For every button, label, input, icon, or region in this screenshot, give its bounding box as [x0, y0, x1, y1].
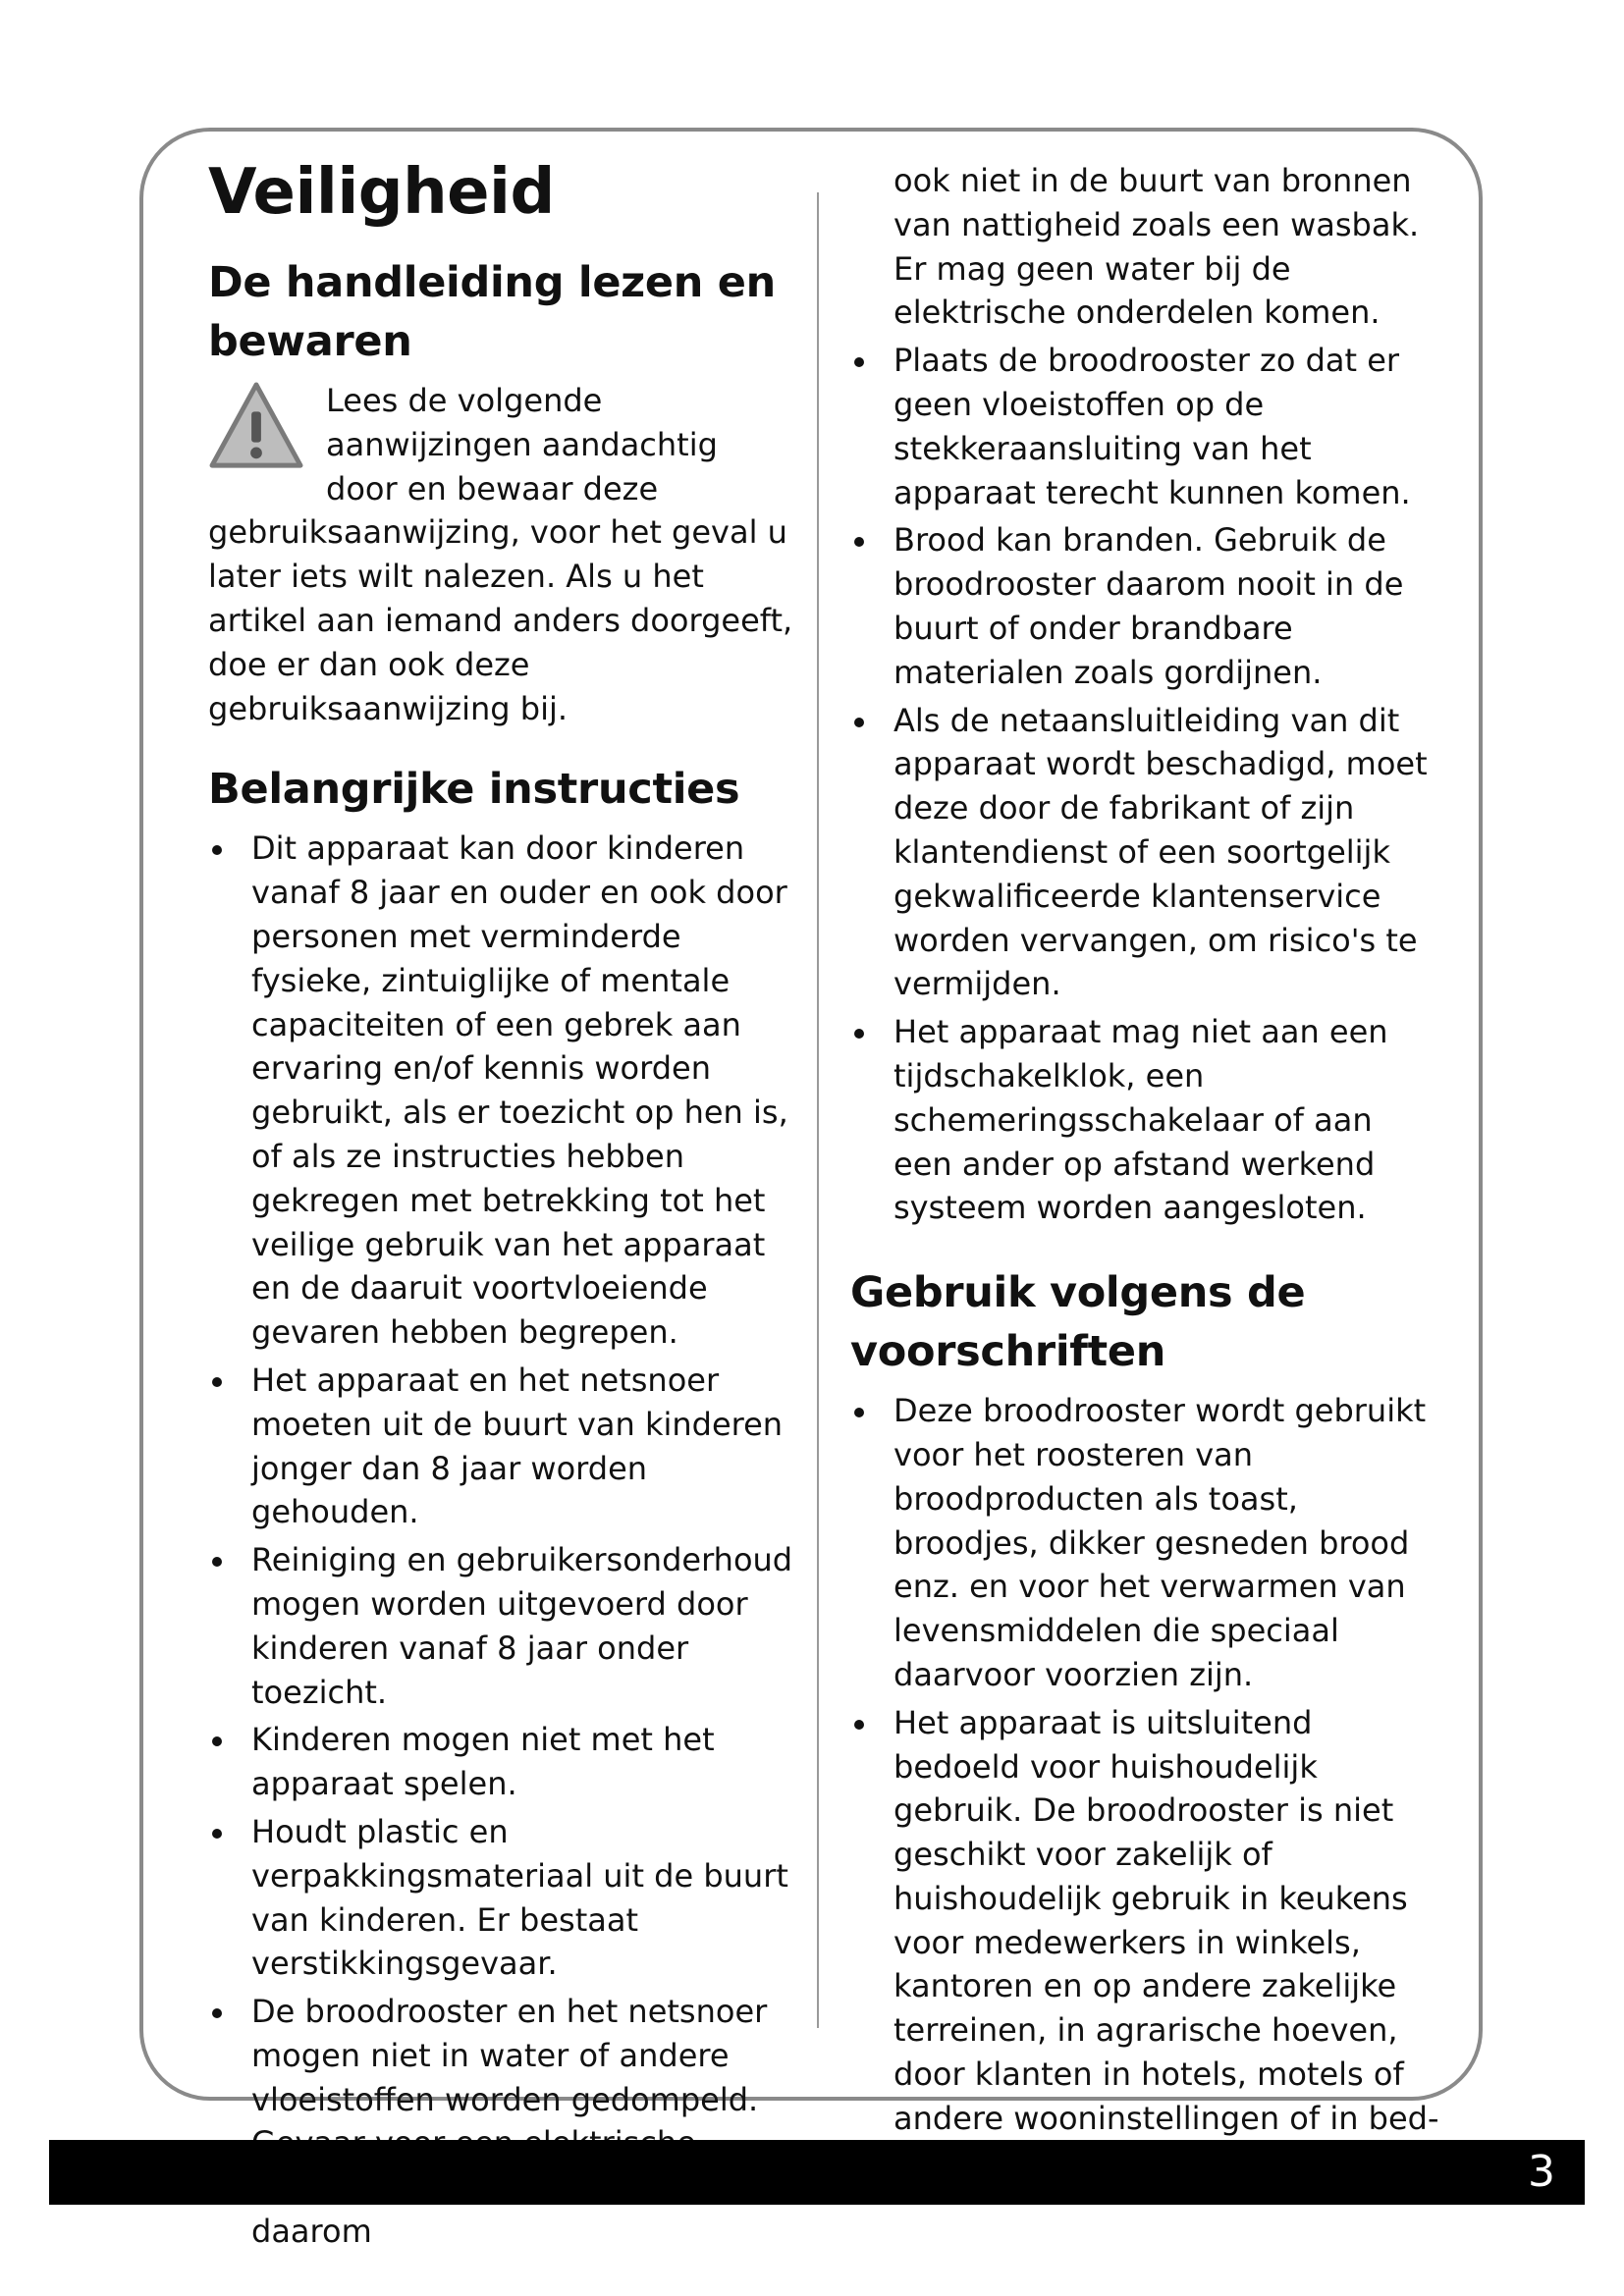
list-item: Plaats de broodrooster zo dat er geen vloeistoffen op de stekkeraansluiting van het apparaat terecht kunnen komen. — [850, 339, 1439, 514]
list-item-continuation: ook niet in de buurt van bronnen van nattigheid zoals een wasbak. Er mag geen water bij de elektrische onderdelen komen. — [893, 162, 1420, 332]
warning-triangle-icon — [208, 381, 304, 471]
footer-bar — [49, 2140, 1585, 2205]
instructions-list — [208, 827, 797, 2254]
list-item: Reiniging en gebruikersonderhoud mogen worden uitgevoerd door kinderen vanaf 8 jaar onder toezicht. — [208, 1538, 797, 1714]
list-item: De broodrooster en het netsnoer mogen niet in water of andere vloeistoffen worden gedompeld. daarom — [208, 1990, 797, 2254]
list-item: Deze broodrooster wordt gebruikt voor het roosteren van broodproducten als toast, broodjes, dikker gesneden brood enz. en voor het verwarmen van levensmiddelen die speciaal daarvoor voorzien zijn. — [850, 1389, 1439, 1697]
list-item: Houdt plastic en verpakkingsmateriaal uit de buurt van kinderen. Er bestaat verstikkingsgevaar. — [208, 1810, 797, 1986]
left-column — [208, 157, 797, 2258]
page-number: 3 — [1528, 2147, 1555, 2197]
read-instructions-text: Lees de volgende aanwijzingen aandachtig door en bewaar deze gebruiksaanwijzing, voor het geval u later iets wilt nalezen. Als u het artikel aan iemand anders doorgeeft, doe er dan ook deze gebruiksaanwijzing bij. — [208, 382, 793, 727]
list-item: Als de netaansluitleiding van dit apparaat wordt beschadigd, moet deze door de fabrikant of zijn klantendienst of een soortgelijk gekwalificeerde klantenservice worden vervangen, om risico's te vermijden. — [850, 699, 1439, 1007]
instructions-list-continued — [850, 339, 1439, 1230]
column-divider — [817, 192, 819, 2028]
list-item: Het apparaat is uitsluitend bedoeld voor huishoudelijk gebruik. De broodrooster is niet geschikt voor zakelijk of huishoudelijk gebruik in keukens voor medewerkers in winkels, kantoren en op andere zakelijke terreinen, in agrarische hoeven, door klanten in hotels, motels of andere wooninstellingen of in bed- — [850, 1701, 1439, 2185]
warning-block — [208, 379, 797, 730]
intended-use-list — [850, 1389, 1439, 2184]
heading-intended-use: Gebruik volgens de voorschriften — [850, 1268, 1306, 1377]
page-title: Veiligheid — [208, 156, 555, 229]
list-item: Brood kan branden. Gebruik de broodrooster daarom nooit in de buurt of onder brandbare materialen zoals gordijnen. — [850, 518, 1439, 694]
list-item: Kinderen mogen niet met het apparaat spelen. — [208, 1718, 797, 1806]
list-item: Het apparaat en het netsnoer moeten uit de buurt van kinderen jonger dan 8 jaar worden gehouden. — [208, 1359, 797, 1534]
heading-read-and-keep: De handleiding lezen en bewaren — [208, 258, 776, 366]
right-column — [850, 159, 1439, 2188]
list-item: Dit apparaat kan door kinderen vanaf 8 jaar en ouder en ook door personen met verminderde fysieke, zintuiglijke of mentale capaciteiten of een gebrek aan ervaring en/of kennis worden gebruikt, als er toezicht op hen is, of als ze instructies hebben gekregen met betrekking tot het veilige gebruik van het apparaat en de daaruit voortvloeiende gevaren hebben begrepen. — [208, 827, 797, 1355]
heading-important-instructions: Belangrijke instructies — [208, 765, 740, 815]
list-item: Het apparaat mag niet aan een tijdschakelklok, een schemeringsschakelaar of aan een ander op afstand werkend systeem worden aangesloten. — [850, 1010, 1439, 1230]
